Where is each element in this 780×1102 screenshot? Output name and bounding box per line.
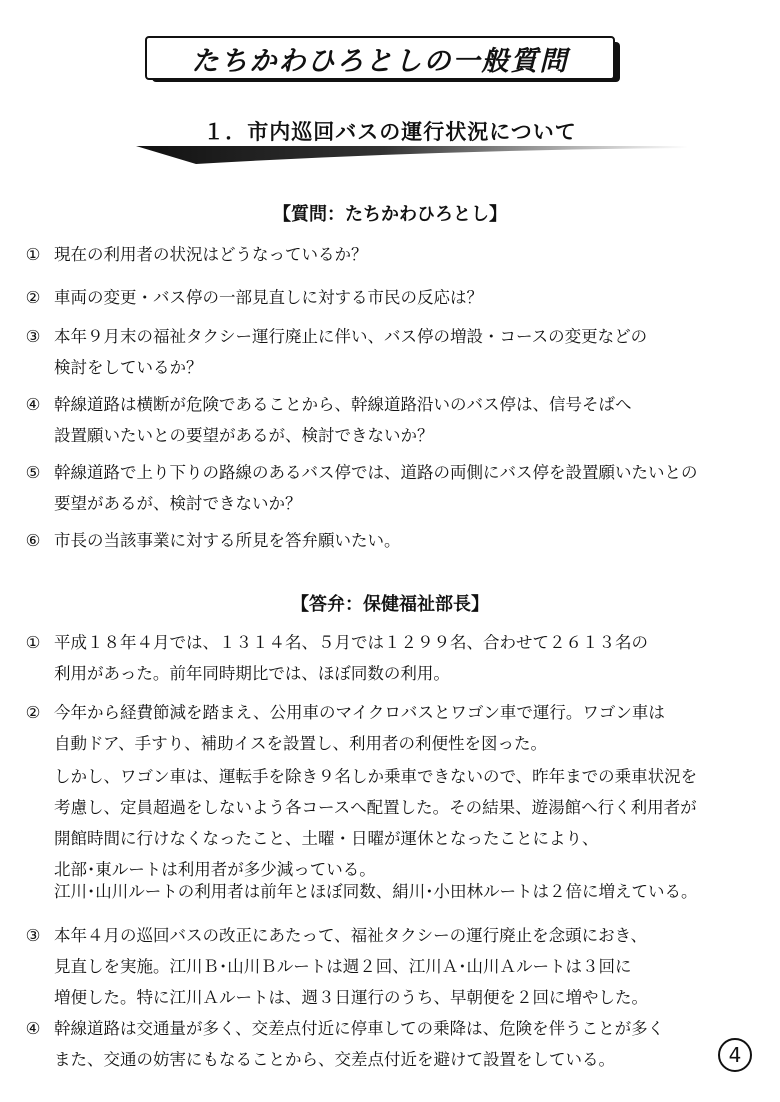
item-line: 市長の当該事業に対する所見を答弁願いたい。 [54, 531, 401, 550]
item-line: また、交通の妨害にもなることから、交差点付近を避けて設置をしている。 [54, 1050, 615, 1069]
page-title: たちかわひろとしの一般質問 [145, 36, 615, 80]
item-number: ③ [25, 926, 41, 945]
answer-paragraph [54, 761, 766, 885]
item-number: ⑥ [25, 531, 41, 550]
paragraph-line: 北部･東ルートは利用者が多少減っている。 [54, 860, 376, 879]
item-line: 幹線道路は交通量が多く、交差点付近に停車しての乗降は、危険を伴うことが多く [54, 1019, 665, 1038]
item-line: 幹線道路は横断が危険であることから、幹線道路沿いのバス停は、信号そばへ [54, 395, 632, 414]
item-number: ② [25, 703, 41, 722]
paragraph-line: しかし、ワゴン車は、運転手を除き９名しか乗車できないので、昨年までの乗車状況を [54, 767, 698, 786]
section-heading: １．市内巡回バスの運行状況について [203, 120, 577, 144]
item-number: ① [25, 633, 41, 652]
question-heading: 【質問：たちかわひろとし】 [273, 204, 507, 225]
item-line: 今年から経費節減を踏まえ、公用車のマイクロバスとワゴン車で運行。ワゴン車は [54, 703, 665, 722]
paragraph-line: 江川･山川ルートの利用者は前年とほぼ同数、絹川･小田林ルートは２倍に増えている。 [54, 882, 698, 901]
item-line: 要望があるが、検討できないか？ [54, 494, 302, 513]
item-line: 自動ドア、手すり、補助イスを設置し、利用者の利便性を図った。 [54, 734, 548, 753]
item-number: ③ [25, 327, 41, 346]
item-line: 幹線道路で上り下りの路線のあるバス停では、道路の両側にバス停を設置願いたいとの [54, 463, 698, 482]
item-line: 見直しを実施。江川Ｂ･山川Ｂルートは週２回、江川Ａ･山川Ａルートは３回に [54, 957, 632, 976]
item-line: 設置願いたいとの要望があるが、検討できないか？ [54, 426, 434, 445]
item-number: ① [25, 245, 41, 264]
answer-paragraph [54, 876, 766, 907]
item-line: 検討をしているか？ [54, 358, 203, 377]
paragraph-line: 考慮し、定員超過をしないよう各コースへ配置した。その結果、遊湯館へ行く利用者が [54, 798, 697, 817]
item-line: 車両の変更・バス停の一部見直しに対する市民の反応は？ [54, 288, 483, 307]
title-banner [145, 36, 623, 84]
item-line: 本年９月末の福祉タクシー運行廃止に伴い、バス停の増設・コースの変更などの [54, 327, 648, 346]
item-number: ④ [25, 395, 41, 414]
item-line: 平成１８年４月では、１３１４名、５月では１２９９名、合わせて２６１３名の [54, 633, 648, 652]
item-line: 増便した。特に江川Ａルートは、週３日運行のうち、早朝便を２回に増やした。 [54, 988, 648, 1007]
item-number: ⑤ [25, 463, 41, 482]
item-line: 利用があった。前年同時期比では、ほぼ同数の利用。 [54, 664, 450, 683]
answer-heading: 【答弁：保健福祉部長】 [291, 594, 489, 615]
paragraph-line: 開館時間に行けなくなったこと、土曜・日曜が運休となったことにより、 [54, 829, 599, 848]
item-number: ② [25, 288, 41, 307]
heading-underline [136, 146, 688, 164]
item-line: 本年４月の巡回バスの改正にあたって、福祉タクシーの運行廃止を念頭におき、 [54, 926, 648, 945]
item-line: 現在の利用者の状況はどうなっているか？ [54, 245, 368, 264]
item-number: ④ [25, 1019, 41, 1038]
page-number: 4 [718, 1038, 752, 1072]
